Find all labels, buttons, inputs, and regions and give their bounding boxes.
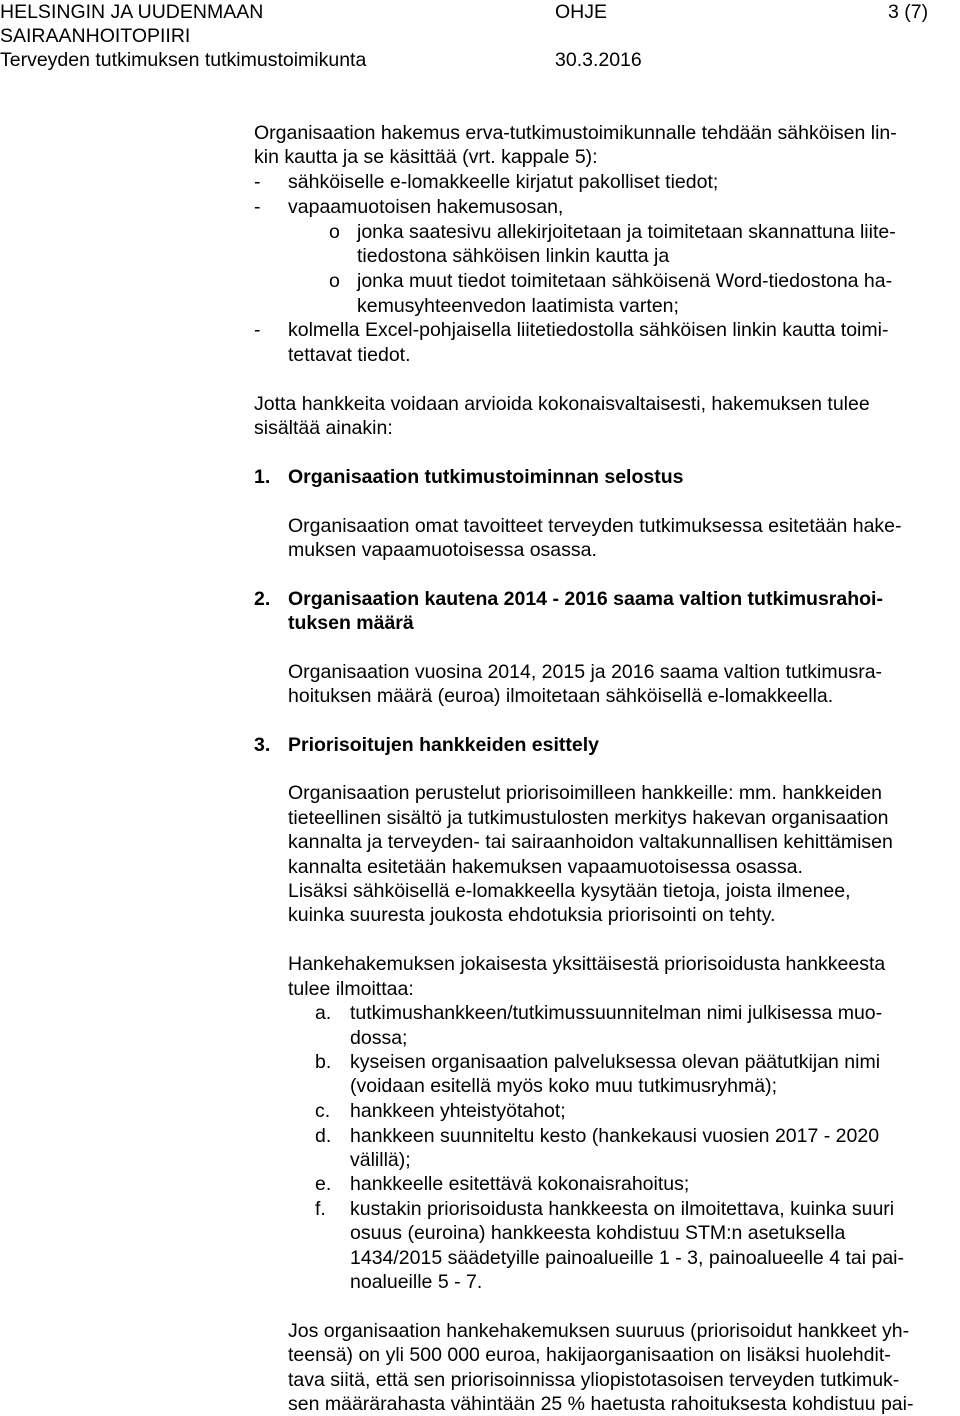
list-item-text: osuus (euroina) hankkeesta kohdistuu STM:n asetuksella xyxy=(350,1222,846,1244)
bullet-text: tettavat tiedot. xyxy=(288,344,411,366)
section-body-line: hoituksen määrä (euroa) ilmoitetaan sähköisellä e-lomakkeella. xyxy=(288,685,834,707)
section-body-line: Lisäksi sähköisellä e-lomakkeella kysytään tietoja, joista ilmenee, xyxy=(288,880,851,902)
section-body-line: kannalta ja terveyden- tai sairaanhoidon valtakunnallisen kehittämisen xyxy=(288,831,893,853)
list-item-text: (voidaan esitellä myös koko muu tutkimusryhmä); xyxy=(350,1075,777,1097)
section-body-line: Hankehakemuksen jokaisesta yksittäisestä priorisoidusta hankkeesta xyxy=(288,953,886,975)
header-org-line1: HELSINGIN JA UUDENMAAN xyxy=(0,1,264,23)
header-org-line2: SAIRAANHOITOPIIRI xyxy=(0,25,191,47)
sub-bullet-text: tiedostona sähköisen linkin kautta ja xyxy=(357,245,670,267)
section-title: Priorisoitujen hankkeiden esittely xyxy=(288,734,600,756)
sub-bullet-mark: o xyxy=(329,270,340,292)
section-title: Organisaation kautena 2014 - 2016 saama valtion tutkimusrahoi- xyxy=(288,588,883,610)
list-item-text: kyseisen organisaation palveluksessa olevan päätutkijan nimi xyxy=(350,1051,881,1073)
sub-bullet-text: kemusyhteenvedon laatimista varten; xyxy=(357,295,679,317)
list-item-text: dossa; xyxy=(350,1027,408,1049)
section-body-line: tava siitä, että sen priorisoinnissa yliopistotasoisen terveyden tutkimuk- xyxy=(288,1369,900,1391)
section-body-line: kuinka suuresta joukosta ehdotuksia priorisointi on tehty. xyxy=(288,904,776,926)
sub-bullet-text: jonka muut tiedot toimitetaan sähköisenä Word-tiedostona ha- xyxy=(357,270,893,292)
section-body-line: muksen vapaamuotoisessa osassa. xyxy=(288,539,597,561)
section-body-line: tieteellinen sisältö ja tutkimustulosten merkitys hakevan organisaation xyxy=(288,807,889,829)
list-item-text: hankkeelle esitettävä kokonaisrahoitus; xyxy=(350,1173,690,1195)
section-body-line: Organisaation omat tavoitteet terveyden tutkimuksessa esitetään hake- xyxy=(288,515,902,537)
intro-line: kin kautta ja se käsittää (vrt. kappale 5): xyxy=(254,146,598,168)
bullet-dash: - xyxy=(254,196,261,218)
header-date: 30.3.2016 xyxy=(555,49,642,71)
header-committee: Terveyden tutkimuksen tutkimustoimikunta xyxy=(0,49,367,71)
section-body-line: teensä) on yli 500 000 euroa, hakijaorganisaation on lisäksi huolehdit- xyxy=(288,1344,891,1366)
section-body-line: kannalta esitetään hakemuksen vapaamuotoisessa osassa. xyxy=(288,856,803,878)
list-item-text: noalueille 5 - 7. xyxy=(350,1271,483,1293)
bullet-text: vapaamuotoisen hakemusosan, xyxy=(288,196,564,218)
paragraph-line: Jotta hankkeita voidaan arvioida kokonaisvaltaisesti, hakemuksen tulee xyxy=(254,393,870,415)
section-body-line: tulee ilmoittaa: xyxy=(288,978,414,1000)
list-marker: b. xyxy=(315,1051,332,1073)
list-marker: d. xyxy=(315,1125,332,1147)
list-item-text: hankkeen yhteistyötahot; xyxy=(350,1100,566,1122)
bullet-dash: - xyxy=(254,319,261,341)
bullet-text: kolmella Excel-pohjaisella liitetiedostolla sähköisen linkin kautta toimi- xyxy=(288,319,889,341)
header-page-number: 3 (7) xyxy=(888,1,929,23)
header-doc-type: OHJE xyxy=(555,1,608,23)
list-item-text: tutkimushankkeen/tutkimussuunnitelman nimi julkisessa muo- xyxy=(350,1002,883,1024)
section-body-line: sen määrärahasta vähintään 25 % haetusta rahoituksesta kohdistuu pai- xyxy=(288,1393,914,1415)
section-title: Organisaation tutkimustoiminnan selostus xyxy=(288,466,684,488)
section-body-line: Organisaation perustelut priorisoimilleen hankkeille: mm. hankkeiden xyxy=(288,782,882,804)
bullet-dash: - xyxy=(254,171,261,193)
paragraph-line: sisältää ainakin: xyxy=(254,417,393,439)
section-body-line: Jos organisaation hankehakemuksen suuruus (priorisoidut hankkeet yh- xyxy=(288,1320,910,1342)
section-body-line: Organisaation vuosina 2014, 2015 ja 2016 saama valtion tutkimusra- xyxy=(288,661,883,683)
sub-bullet-text: jonka saatesivu allekirjoitetaan ja toimitetaan skannattuna liite- xyxy=(357,221,896,243)
list-marker: e. xyxy=(315,1173,332,1195)
section-number: 1. xyxy=(254,466,271,488)
list-item-text: 1434/2015 säädetyille painoalueille 1 - 3, painoalueelle 4 tai pai- xyxy=(350,1247,904,1269)
sub-bullet-mark: o xyxy=(329,221,340,243)
list-marker: f. xyxy=(315,1198,326,1220)
bullet-text: sähköiselle e-lomakkeelle kirjatut pakolliset tiedot; xyxy=(288,171,719,193)
list-item-text: hankkeen suunniteltu kesto (hankekausi vuosien 2017 - 2020 xyxy=(350,1125,880,1147)
list-item-text: kustakin priorisoidusta hankkeesta on ilmoitettava, kuinka suuri xyxy=(350,1198,895,1220)
list-item-text: välillä); xyxy=(350,1149,411,1171)
section-number: 3. xyxy=(254,734,271,756)
list-marker: c. xyxy=(315,1100,331,1122)
section-title: tuksen määrä xyxy=(288,612,414,634)
section-number: 2. xyxy=(254,588,271,610)
list-marker: a. xyxy=(315,1002,332,1024)
intro-line: Organisaation hakemus erva-tutkimustoimikunnalle tehdään sähköisen lin- xyxy=(254,122,897,144)
